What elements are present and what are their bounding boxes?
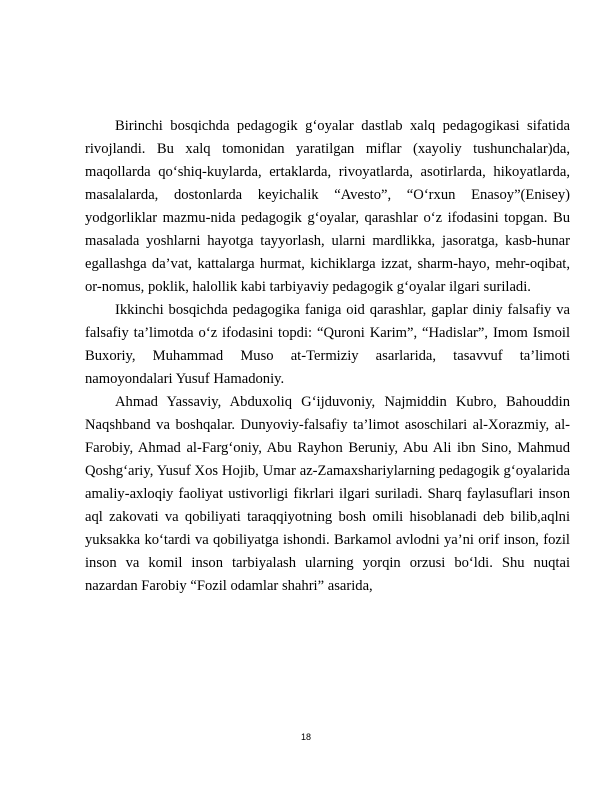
body-text xyxy=(85,115,570,598)
paragraph-second-stage: Ikkinchi bosqichda pedagogika faniga oid qarashlar, gaplar diniy falsafiy va falsafiy ta’limotda o‘z ifodasini topdi: “Quroni Karim”, “Hadislar”, Imom Ismoil Buxoriy, Muhammad Muso at-Termiziy asarlarida, tasavvuf ta’limoti namoyondalari Yusuf Hamadoniy. xyxy=(85,302,570,387)
paragraph-first-stage: Birinchi bosqichda pedagogik g‘oyalar dastlab xalq pedagogikasi sifatida rivojlandi. Bu xalq tomonidan yaratilgan miflar (xayoliy tushunchalar)da, maqollarda qo‘shiq-kuylarda, ertaklarda, rivoyatlarda, asotirlarda, hikoyatlarda, masalalarda, dostonlarda keyichalik “Avesto”, “O‘rxun Enasoy”(Enisey) yodgorliklar mazmu-nida pedagogik g‘oyalar, qarashlar o‘z ifodasini topgan. Bu masalada yoshlarni hayotga tayyorlash, ularni mardlikka, jasoratga, kasb-hunar egallashga da’vat, kattalarga hurmat, kichiklarga izzat, sharm-hayo, mehr-oqibat, or-nomus, poklik, halollik kabi tarbiyaviy pedagogik g‘oyalar ilgari suriladi. xyxy=(85,118,570,295)
paragraph-eastern-philosophers: Ahmad Yassaviy, Abduxoliq G‘ijduvoniy, Najmiddin Kubro, Bahouddin Naqshband va boshqalar. Dunyoviy-falsafiy ta’limot asoschilari al-Xorazmiy, al-Farobiy, Ahmad al-Farg‘oniy, Abu Rayhon Beruniy, Abu Ali ibn Sino, Mahmud Qoshg‘ariy, Yusuf Xos Hojib, Umar az-Zamaxshariylarning pedagogik g‘oyalarida amaliy-axloqiy faoliyat ustivorligi fikrlari ilgari suriladi. Sharq faylasuflari inson aql zakovati va qobiliyati taraqqiyotning bosh omili hisoblanadi deb bilib,aqlni yuksakka ko‘tardi va qobiliyatga ishondi. Barkamol avlodni ya’ni orif inson, fozil inson va komil inson tarbiyalash ularning yorqin orzusi bo‘ldi. Shu nuqtai nazardan Farobiy “Fozil odamlar shahri” asarida, xyxy=(85,394,570,594)
page-number: 18 xyxy=(300,732,311,742)
